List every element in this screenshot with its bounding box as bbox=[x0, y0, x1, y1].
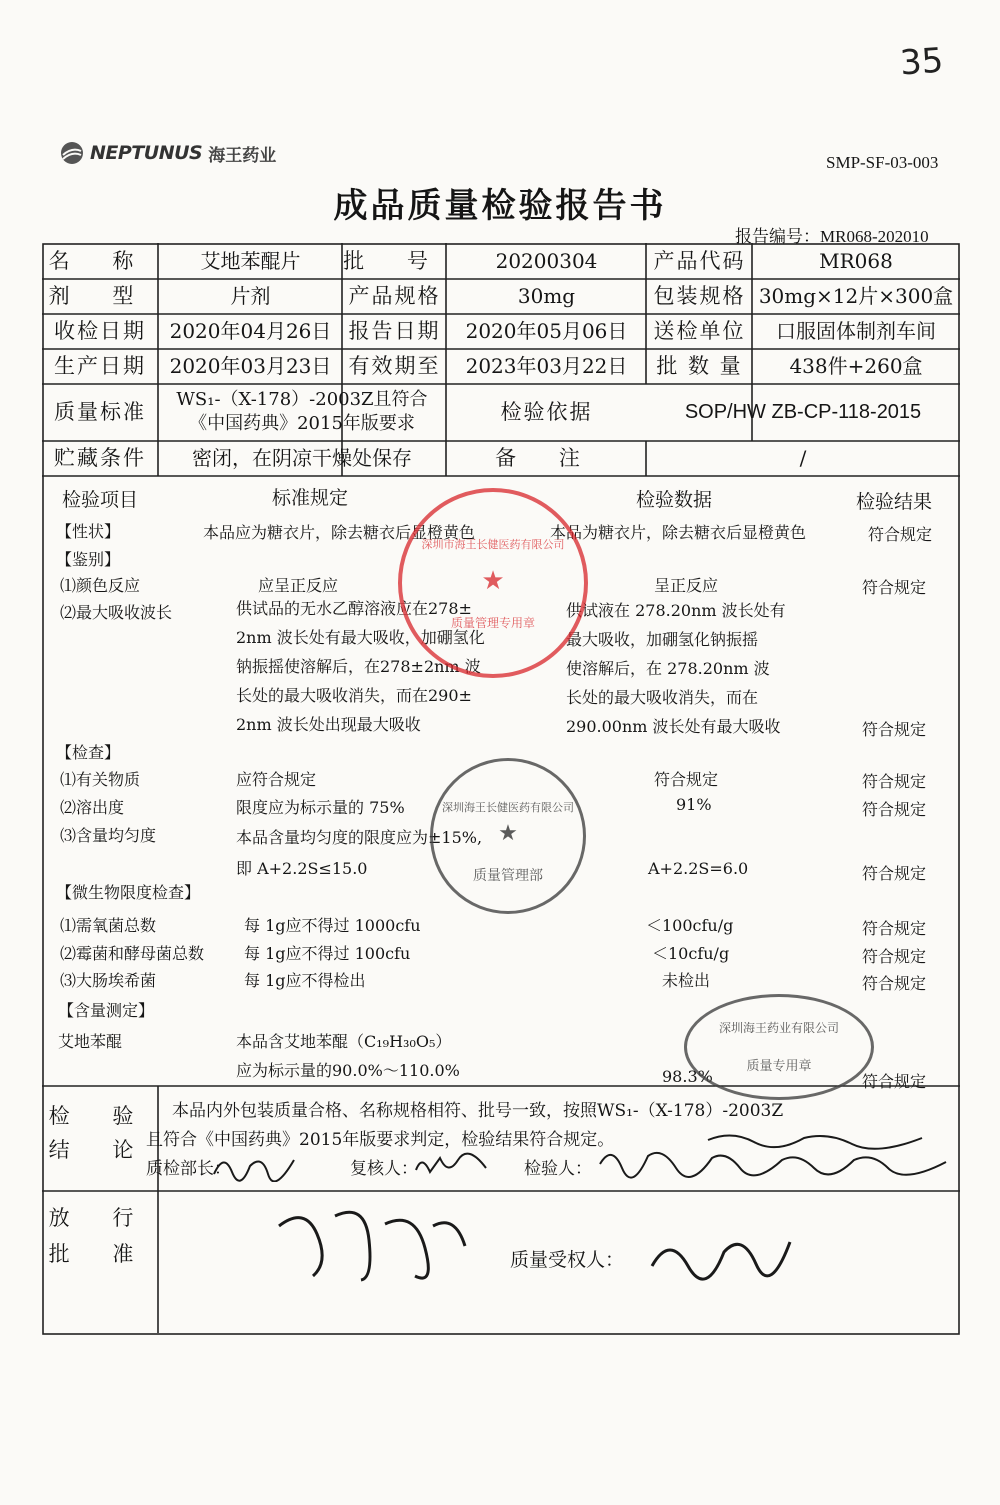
ident-data-2-line: 最大吸收，加硼氢化钠振摇 bbox=[566, 630, 759, 649]
ident-item-1: ⑴颜色反应 bbox=[60, 576, 141, 595]
header-data: 检验数据 bbox=[636, 489, 713, 511]
spec-label: 产品规格 bbox=[348, 284, 441, 308]
check-item-1: ⑴有关物质 bbox=[60, 770, 141, 789]
document-code: SMP-SF-03-003 bbox=[826, 153, 939, 172]
appearance-result: 符合规定 bbox=[868, 525, 933, 544]
check-result-1: 符合规定 bbox=[862, 772, 927, 791]
micro-data-3: 未检出 bbox=[662, 971, 711, 990]
section-inspection: 【检查】 bbox=[56, 743, 121, 762]
ident-data-2-line: 供试液在 278.20nm 波长处有 bbox=[566, 601, 786, 620]
stamp-dept-text: 深圳海王长健医药有限公司 bbox=[442, 801, 574, 814]
section-microbial: 【微生物限度检查】 bbox=[56, 883, 201, 902]
assay-item: 艾地苯醌 bbox=[58, 1032, 123, 1051]
header-item: 检验项目 bbox=[62, 489, 139, 511]
reviewer-label: 复核人： bbox=[350, 1159, 418, 1179]
pack-spec: 30mg×12片×300盒 bbox=[758, 284, 954, 308]
release-signature bbox=[265, 1196, 475, 1284]
quality-standard-line2: 《中国药典》2015年版要求 bbox=[189, 413, 415, 434]
section-assay: 【含量测定】 bbox=[58, 1001, 155, 1020]
stamp-dept-subtext: 质量管理部 bbox=[473, 868, 543, 884]
micro-data-2: ＜10cfu/g bbox=[652, 944, 730, 963]
check-standard-3-limit: 即 A+2.2S≤15.0 bbox=[236, 859, 368, 878]
ident-standard-2-line: 长处的最大吸收消失，而在290± bbox=[236, 686, 472, 705]
logo-brand-cn: 海王药业 bbox=[208, 145, 277, 166]
assay-standard-range: 应为标示量的90.0%～110.0% bbox=[236, 1061, 460, 1080]
check-data-3: A+2.2S=6.0 bbox=[648, 859, 749, 878]
logo-brand-en: NEPTUNUS bbox=[90, 142, 203, 164]
micro-standard-3: 每 1g应不得检出 bbox=[244, 971, 366, 990]
expiry-label: 有效期至 bbox=[348, 354, 441, 378]
micro-result-3: 符合规定 bbox=[862, 974, 927, 993]
header-result: 检验结果 bbox=[856, 491, 933, 513]
assay-data: 98.3% bbox=[662, 1067, 713, 1086]
check-data-1: 符合规定 bbox=[654, 770, 719, 789]
page-number: 35 bbox=[898, 40, 945, 84]
stamp-dept-star-icon: ★ bbox=[498, 821, 518, 846]
micro-result-1: 符合规定 bbox=[862, 919, 927, 938]
receive-date: 2020年04月26日 bbox=[169, 319, 332, 343]
quality-standard bbox=[159, 384, 445, 440]
authorized-person-label: 质量受权人： bbox=[510, 1249, 625, 1271]
mfg-date-label: 生产日期 bbox=[54, 354, 146, 378]
conclusion-text-1: 本品内外包装质量合格、名称规格相符、批号一致，按照WS₁-（X-178）-2003Z bbox=[172, 1101, 784, 1121]
authorized-signature bbox=[646, 1222, 796, 1286]
batch-number: 20200304 bbox=[495, 249, 598, 273]
ident-data-1: 呈正反应 bbox=[654, 576, 719, 595]
ident-data-2 bbox=[566, 596, 856, 741]
quality-standard-label: 质量标准 bbox=[54, 400, 146, 424]
check-standard-1: 应符合规定 bbox=[236, 770, 317, 789]
qc-head-label: 质检部长： bbox=[146, 1159, 231, 1179]
test-basis: SOP/HW ZB-CP-118-2015 bbox=[684, 401, 922, 423]
inspector-signatures bbox=[592, 1124, 962, 1182]
ident-standard-2-line: 供试品的无水乙醇溶液应在278± bbox=[236, 599, 472, 618]
release-label-2: 批 准 bbox=[48, 1242, 152, 1266]
batch-qty-label: 批 数 量 bbox=[656, 354, 743, 378]
ident-standard-2-line: 2nm 波长处有最大吸收，加硼氢化 bbox=[236, 628, 485, 647]
inspector-label: 检验人： bbox=[524, 1159, 592, 1179]
company-logo bbox=[60, 140, 276, 166]
micro-item-1: ⑴需氧菌总数 bbox=[60, 916, 157, 935]
dosage-form: 片剂 bbox=[230, 284, 271, 308]
reviewer-signature bbox=[412, 1150, 492, 1180]
submit-dept-label: 送检单位 bbox=[653, 319, 746, 343]
conclusion-label-1: 检 验 bbox=[48, 1104, 152, 1128]
stamp-red-text: 深圳市海王长健医药有限公司 bbox=[421, 538, 565, 551]
report-date: 2020年05月06日 bbox=[465, 319, 628, 343]
ident-data-2-line: 290.00nm 波长处有最大吸收 bbox=[566, 717, 781, 736]
assay-result: 符合规定 bbox=[862, 1072, 927, 1091]
receive-date-label: 收检日期 bbox=[54, 319, 146, 343]
batch-label: 批 号 bbox=[343, 249, 446, 273]
ident-item-2: ⑵最大吸收波长 bbox=[60, 603, 173, 622]
check-item-2: ⑵溶出度 bbox=[60, 798, 125, 817]
storage-condition: 密闭，在阴凉干燥处保存 bbox=[192, 446, 412, 470]
form-label: 剂 型 bbox=[48, 284, 152, 308]
section-appearance: 【性状】 bbox=[56, 522, 121, 541]
stamp-quality-dept bbox=[430, 758, 586, 914]
section-identification: 【鉴别】 bbox=[56, 550, 121, 569]
conclusion-label-2: 结 论 bbox=[48, 1138, 152, 1162]
test-basis-label: 检验依据 bbox=[500, 400, 593, 424]
ident-result-1: 符合规定 bbox=[862, 578, 927, 597]
conclusion-text-2: 且符合《中国药典》2015年版要求判定，检验结果符合规定。 bbox=[146, 1130, 615, 1150]
appearance-data: 本品为糖衣片，除去糖衣后显橙黄色 bbox=[550, 523, 807, 542]
stamp-red-star-icon: ★ bbox=[481, 566, 505, 596]
quality-standard-line1: WS₁-（X-178）-2003Z且符合 bbox=[176, 389, 428, 410]
assay-standard: 本品含艾地苯醌（C₁₉H₃₀O₅） bbox=[236, 1032, 452, 1051]
remark-label: 备 注 bbox=[495, 446, 598, 470]
report-date-label: 报告日期 bbox=[348, 319, 441, 343]
ident-result-2: 符合规定 bbox=[862, 720, 927, 739]
micro-standard-1: 每 1g应不得过 1000cfu bbox=[244, 916, 421, 935]
check-item-3: ⑶含量均匀度 bbox=[60, 826, 157, 845]
mfg-date: 2020年03月23日 bbox=[169, 354, 332, 378]
stamp-company-red bbox=[398, 488, 588, 678]
check-standard-3: 本品含量均匀度的限度应为±15%, bbox=[236, 828, 483, 847]
stamp-red-subtext: 质量管理专用章 bbox=[450, 616, 535, 630]
check-result-3: 符合规定 bbox=[862, 864, 927, 883]
stamp-neptunus-oval bbox=[684, 994, 874, 1100]
ident-standard-1: 应呈正反应 bbox=[258, 576, 339, 595]
ident-data-2-line: 使溶解后，在 278.20nm 波 bbox=[566, 659, 770, 678]
product-name: 艾地苯醌片 bbox=[200, 249, 301, 273]
submit-dept: 口服固体制剂车间 bbox=[776, 319, 936, 343]
header-standard: 标准规定 bbox=[272, 487, 349, 509]
product-code: MR068 bbox=[819, 249, 893, 273]
ident-standard-2-line: 钠振摇使溶解后，在278±2nm 波 bbox=[236, 657, 481, 676]
check-result-2: 符合规定 bbox=[862, 800, 927, 819]
product-spec: 30mg bbox=[517, 284, 576, 308]
release-label-1: 放 行 bbox=[48, 1206, 152, 1230]
micro-data-1: ＜100cfu/g bbox=[646, 916, 734, 935]
stamp-oval-text: 深圳海王药业有限公司 bbox=[718, 1021, 839, 1035]
name-label: 名 称 bbox=[48, 249, 152, 273]
storage-label: 贮藏条件 bbox=[54, 446, 146, 470]
remark-value: / bbox=[799, 446, 807, 470]
ident-data-2-line: 长处的最大吸收消失，而在 bbox=[566, 688, 759, 707]
neptunus-logo-icon bbox=[60, 141, 84, 165]
ident-standard-2-line: 2nm 波长处出现最大吸收 bbox=[236, 715, 421, 734]
batch-qty: 438件+260盒 bbox=[789, 354, 923, 378]
qc-head-signature bbox=[210, 1148, 300, 1182]
report-title: 成品质量检验报告书 bbox=[333, 186, 667, 226]
micro-item-2: ⑵霉菌和酵母菌总数 bbox=[60, 944, 205, 963]
report-number: 报告编号：MR068-202010 bbox=[735, 227, 929, 246]
check-standard-2: 限度应为标示量的 75% bbox=[236, 798, 405, 817]
stamp-oval-subtext: 质量专用章 bbox=[746, 1059, 812, 1074]
micro-standard-2: 每 1g应不得过 100cfu bbox=[244, 944, 411, 963]
appearance-standard: 本品应为糖衣片，除去糖衣后显橙黄色 bbox=[203, 523, 476, 542]
product-code-label: 产品代码 bbox=[653, 249, 746, 273]
check-data-2: 91% bbox=[676, 795, 712, 814]
pack-spec-label: 包装规格 bbox=[653, 284, 746, 308]
micro-result-2: 符合规定 bbox=[862, 947, 927, 966]
expiry-date: 2023年03月22日 bbox=[465, 354, 628, 378]
micro-item-3: ⑶大肠埃希菌 bbox=[60, 971, 157, 990]
